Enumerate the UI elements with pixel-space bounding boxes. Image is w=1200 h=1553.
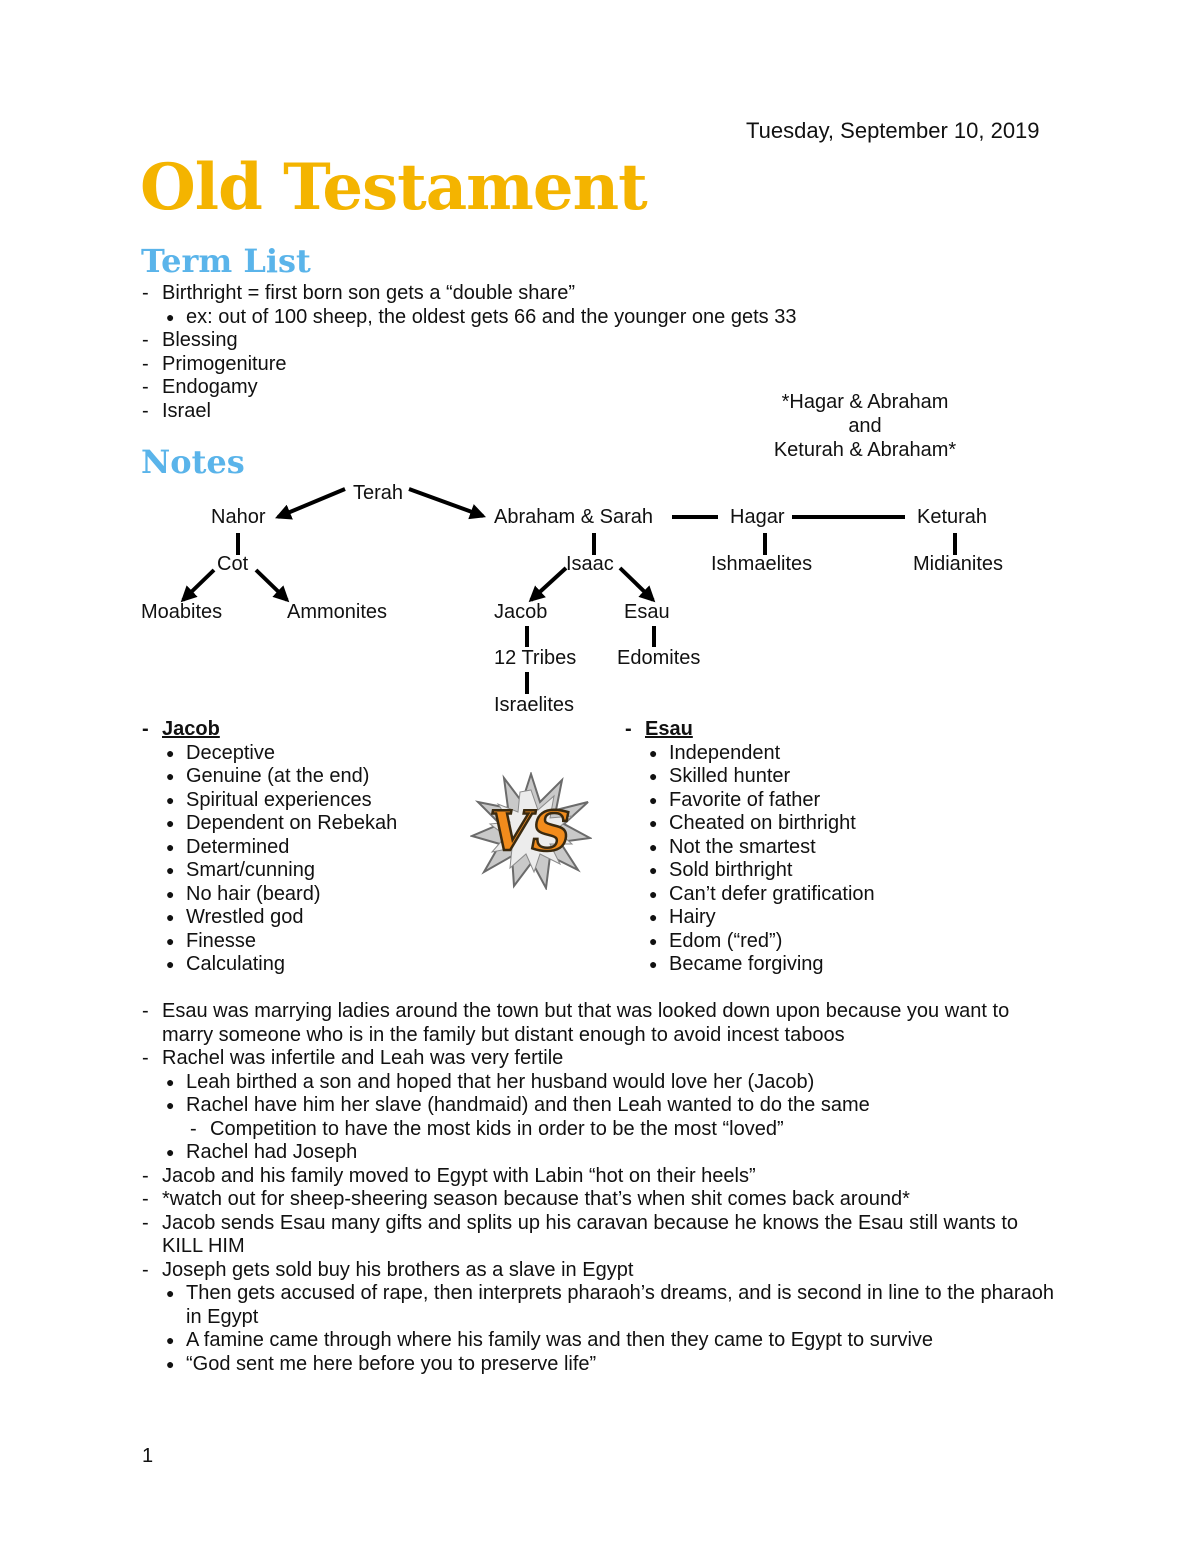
note-subitem: ● Leah birthed a son and hoped that her husband would love her (Jacob)	[166, 1070, 815, 1093]
note-item: - *watch out for sheep-sheering season because that’s when shit comes back around*	[142, 1188, 910, 1210]
trait-item: ● Hairy	[649, 906, 716, 928]
trait-item: ● Edom (“red”)	[649, 929, 783, 952]
term-item: - Primogeniture	[142, 352, 287, 375]
note-subitem: ● Then gets accused of rape, then interprets pharaoh’s dreams, and is second in line to the pharaoh in Egypt	[166, 1282, 1054, 1328]
trait-item: ● Not the smartest	[649, 835, 816, 858]
node-12-tribes: 12 Tribes	[494, 647, 577, 669]
page-date: Tuesday, September 10, 2019	[746, 118, 1040, 143]
notes-heading: Notes	[141, 443, 245, 481]
node-hagar: Hagar	[730, 506, 785, 528]
trait-item: ● Determined	[166, 835, 290, 858]
esau-heading: Esau	[645, 718, 693, 740]
note-subitem: ● “God sent me here before you to preserve life”	[166, 1352, 597, 1375]
trait-item: ● Spiritual experiences	[166, 788, 372, 811]
node-moabites: Moabites	[141, 601, 223, 623]
trait-item: ● Can’t defer gratification	[649, 882, 875, 905]
note-item: - Esau was marrying ladies around the town but that was looked down upon because you want to marry someone who is in the family but distant enough to avoid incest taboos	[142, 1000, 1010, 1046]
node-jacob: Jacob	[494, 601, 548, 623]
note-item: - Jacob and his family moved to Egypt with Labin “hot on their heels”	[142, 1164, 756, 1187]
note-item: - Joseph gets sold buy his brothers as a slave in Egypt	[142, 1258, 634, 1281]
note-item: - Jacob sends Esau many gifts and splits up his caravan because he knows the Esau still wants to KILL HIM	[142, 1211, 1019, 1257]
trait-item: ● Finesse	[166, 929, 257, 952]
trait-item: ● Smart/cunning	[166, 859, 315, 881]
node-ishmaelites: Ishmaelites	[711, 553, 813, 575]
trait-item: ● Calculating	[166, 953, 285, 975]
trait-item: ● Skilled hunter	[649, 765, 791, 787]
arrow-terah-nahor	[278, 489, 345, 517]
jacob-traits: - Jacob ● Deceptive ● Genuine (at the end) ● Spiritual experiences ● Dependent on Rebekah ● Determined ● Smart/cunning ● No hair (beard) ● Wrestled god ● Finesse ● Calculating	[142, 718, 398, 975]
node-terah: Terah	[353, 482, 404, 504]
term-subitem: ● ex: out of 100 sheep, the oldest gets 66 and the younger one gets 33	[166, 305, 797, 328]
node-midianites: Midianites	[913, 553, 1004, 575]
node-edomites: Edomites	[617, 647, 701, 669]
vs-burst-icon	[470, 772, 592, 890]
esau-traits: - Esau ● Independent ● Skilled hunter ● Favorite of father ● Cheated on birthright ● Not the smartest ● Sold birthright ● Can’t defer gratification ● Hairy ● Edom (“red”) ● Became forgiving	[625, 718, 875, 975]
node-israelites: Israelites	[494, 694, 575, 716]
node-ammonites: Ammonites	[287, 601, 388, 623]
arrow-terah-abraham	[409, 489, 483, 516]
note-subsubitem: - Competition to have the most kids in order to be the most “loved”	[190, 1117, 784, 1140]
trait-item: ● Deceptive	[166, 741, 275, 764]
node-keturah: Keturah	[917, 506, 988, 528]
note-subitem: ● Rachel had Joseph	[166, 1141, 358, 1163]
node-nahor: Nahor	[211, 506, 266, 528]
term-item: - Israel	[142, 399, 211, 422]
note-subitem: ● Rachel have him her slave (handmaid) and then Leah wanted to do the same	[166, 1094, 870, 1116]
trait-item: ● Dependent on Rebekah	[166, 812, 398, 834]
arrow-cot-ammonites	[256, 570, 287, 600]
trait-item: ● Cheated on birthright	[649, 812, 856, 834]
node-abraham-sarah: Abraham & Sarah	[494, 506, 653, 528]
page-number: 1	[142, 1445, 154, 1467]
term-list-heading: Term List	[141, 242, 311, 280]
term-item: - Birthright = first born son gets a “double share”	[142, 282, 575, 304]
arrow-cot-moabites	[183, 570, 214, 600]
arrow-isaac-jacob	[531, 568, 566, 600]
note-subitem: ● A famine came through where his family was and then they came to Egypt to survive	[166, 1329, 934, 1351]
page-title: Old Testament	[140, 150, 647, 225]
node-esau: Esau	[624, 601, 670, 623]
trait-item: ● Genuine (at the end)	[166, 765, 370, 787]
trait-item: ● Became forgiving	[649, 953, 824, 975]
jacob-heading: Jacob	[162, 718, 220, 740]
node-cot: Cot	[217, 553, 249, 575]
trait-item: ● No hair (beard)	[166, 882, 321, 905]
term-item: - Endogamy	[142, 376, 258, 398]
trait-item: ● Sold birthright	[649, 859, 793, 881]
note-item: - Rachel was infertile and Leah was very fertile	[142, 1047, 564, 1069]
side-note: *Hagar & Abraham and Keturah & Abraham*	[773, 391, 957, 461]
notes-list	[142, 1000, 1062, 1376]
term-item: - Blessing	[142, 329, 238, 351]
trait-item: ● Independent	[649, 741, 781, 764]
trait-item: ● Favorite of father	[649, 788, 821, 811]
vs-label: VS	[489, 799, 571, 863]
trait-item: ● Wrestled god	[166, 906, 304, 928]
node-isaac: Isaac	[566, 553, 614, 575]
arrow-isaac-esau	[620, 568, 653, 600]
